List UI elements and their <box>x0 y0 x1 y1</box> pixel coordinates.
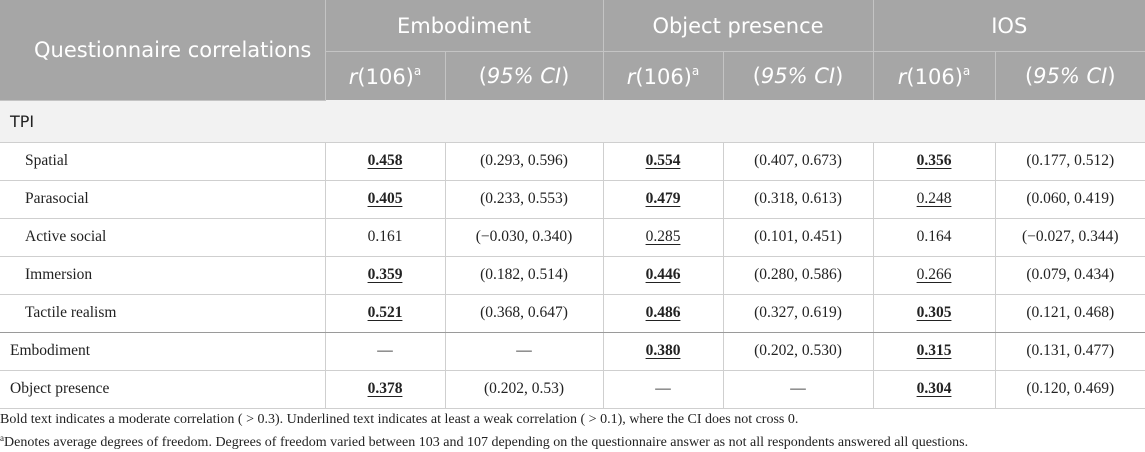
r-header: $r(106)^a$ <box>603 52 723 101</box>
group-label: TPI <box>0 100 1145 142</box>
r-cell: 0.266 <box>873 256 995 294</box>
r-cell: 0.315 <box>873 332 995 370</box>
r-cell: 0.305 <box>873 294 995 332</box>
table-footnotes <box>0 411 1145 452</box>
ci-cell: (−0.027, 0.344) <box>995 218 1145 256</box>
table-row <box>0 294 1145 332</box>
r-cell: 0.359 <box>325 256 445 294</box>
group-header-embodiment: Embodiment <box>325 0 603 52</box>
ci-cell: (0.407, 0.673) <box>723 142 873 180</box>
table-row <box>0 218 1145 256</box>
ci-cell: (0.079, 0.434) <box>995 256 1145 294</box>
row-label: Active social <box>0 218 325 256</box>
ci-cell: (0.177, 0.512) <box>995 142 1145 180</box>
r-cell: 0.248 <box>873 180 995 218</box>
row-label: Immersion <box>0 256 325 294</box>
ci-cell: (0.182, 0.514) <box>445 256 603 294</box>
ci-cell: (0.101, 0.451) <box>723 218 873 256</box>
group-header-object-presence: Object presence <box>603 0 873 52</box>
table-row <box>0 332 1145 370</box>
r-header: $r(106)^a$ <box>325 52 445 101</box>
ci-cell: (0.293, 0.596) <box>445 142 603 180</box>
r-cell: 0.405 <box>325 180 445 218</box>
ci-cell: (0.233, 0.553) <box>445 180 603 218</box>
r-cell: — <box>603 370 723 408</box>
ci-header: (95% CI) <box>445 52 603 101</box>
r-header: $r(106)^a$ <box>873 52 995 101</box>
table-row <box>0 142 1145 180</box>
table-row <box>0 370 1145 408</box>
r-cell: 0.356 <box>873 142 995 180</box>
ci-cell: — <box>445 332 603 370</box>
table-row <box>0 180 1145 218</box>
ci-cell: (0.121, 0.468) <box>995 294 1145 332</box>
r-cell: — <box>325 332 445 370</box>
table-body <box>0 100 1145 408</box>
ci-cell: (0.327, 0.619) <box>723 294 873 332</box>
r-cell: 0.285 <box>603 218 723 256</box>
table-header <box>0 0 1145 100</box>
ci-cell: (0.280, 0.586) <box>723 256 873 294</box>
r-cell: 0.554 <box>603 142 723 180</box>
ci-cell: — <box>723 370 873 408</box>
footnote-line: $^a$Denotes average degrees of freedom. Degrees of freedom varied between 103 and 107 depending on the questionnaire answer as not all respondents answered all questions. <box>0 433 969 450</box>
ci-cell: (0.060, 0.419) <box>995 180 1145 218</box>
r-cell: 0.446 <box>603 256 723 294</box>
corner-header: Questionnaire correlations <box>0 0 325 100</box>
r-cell: 0.304 <box>873 370 995 408</box>
group-row-tpi <box>0 100 1145 142</box>
ci-cell: (0.120, 0.469) <box>995 370 1145 408</box>
table-row <box>0 256 1145 294</box>
r-cell: 0.161 <box>325 218 445 256</box>
ci-cell: (0.202, 0.530) <box>723 332 873 370</box>
ci-header: (95% CI) <box>723 52 873 101</box>
r-cell: 0.486 <box>603 294 723 332</box>
row-label: Embodiment <box>0 332 325 370</box>
row-label: Tactile realism <box>0 294 325 332</box>
ci-cell: (0.368, 0.647) <box>445 294 603 332</box>
r-cell: 0.458 <box>325 142 445 180</box>
ci-cell: (−0.030, 0.340) <box>445 218 603 256</box>
r-cell: 0.164 <box>873 218 995 256</box>
r-cell: 0.380 <box>603 332 723 370</box>
r-cell: 0.378 <box>325 370 445 408</box>
ci-cell: (0.202, 0.53) <box>445 370 603 408</box>
group-header-ios: IOS <box>873 0 1145 52</box>
ci-cell: (0.318, 0.613) <box>723 180 873 218</box>
row-label: Parasocial <box>0 180 325 218</box>
row-label: Spatial <box>0 142 325 180</box>
ci-header: (95% CI) <box>995 52 1145 101</box>
footnote-line: Bold text indicates a moderate correlation ( > 0.3). Underlined text indicates at least a weak correlation ( > 0.1), where the CI does not cross 0. <box>0 412 799 427</box>
r-cell: 0.521 <box>325 294 445 332</box>
ci-cell: (0.131, 0.477) <box>995 332 1145 370</box>
row-label: Object presence <box>0 370 325 408</box>
r-cell: 0.479 <box>603 180 723 218</box>
